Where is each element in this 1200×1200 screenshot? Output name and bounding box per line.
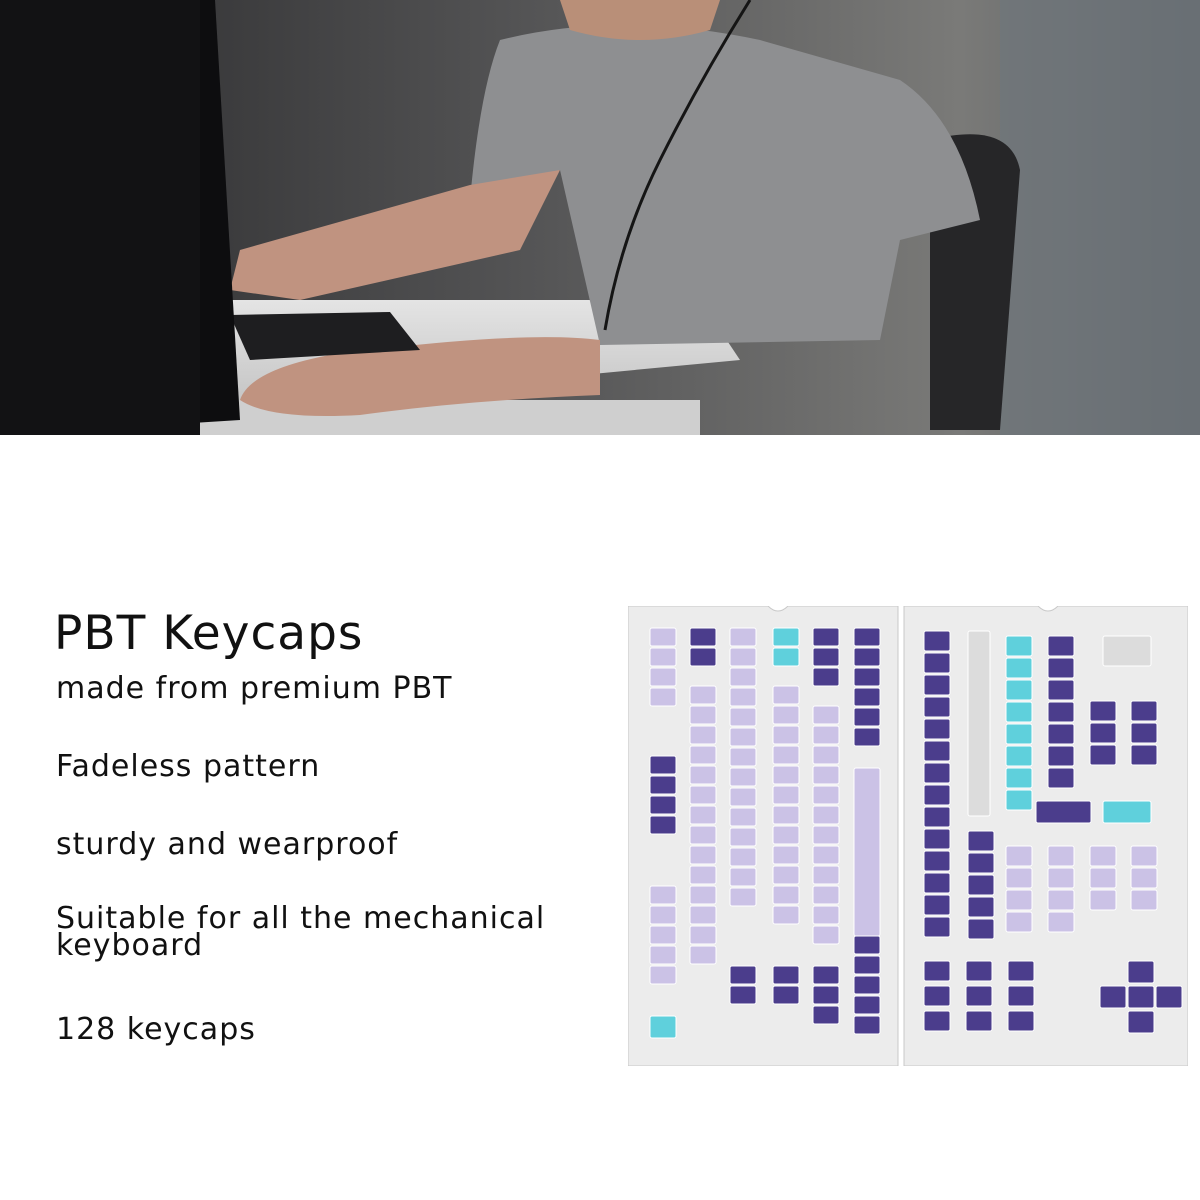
keycap [690, 906, 716, 924]
keycap [730, 668, 756, 686]
feature-compatibility: Suitable for all the mechanical keyboard [56, 901, 546, 963]
keycap [813, 746, 839, 764]
keycap [650, 906, 676, 924]
keycap [1048, 658, 1074, 678]
keycap [650, 776, 676, 794]
keycap [773, 628, 799, 646]
keycap [1100, 986, 1126, 1008]
keycap [813, 926, 839, 944]
keycap [854, 936, 880, 954]
keycap [690, 946, 716, 964]
keycap [650, 926, 676, 944]
keycap [1006, 790, 1032, 810]
keycap [854, 768, 880, 936]
keycap [650, 628, 676, 646]
keycap [1006, 724, 1032, 744]
keycap [924, 895, 950, 915]
keycap [1006, 636, 1032, 656]
keycap [854, 728, 880, 746]
keycap [968, 919, 994, 939]
keycap [690, 926, 716, 944]
keycap [924, 807, 950, 827]
keycap [1131, 745, 1157, 765]
keycap [924, 741, 950, 761]
feature-material: made from premium PBT [56, 671, 453, 706]
feature-fadeless: Fadeless pattern [56, 749, 321, 784]
keycap [730, 648, 756, 666]
keycap [1131, 868, 1157, 888]
keycap [924, 851, 950, 871]
keycap [968, 875, 994, 895]
keycap [813, 726, 839, 744]
keycap [1006, 746, 1032, 766]
keycap [968, 897, 994, 917]
keycap [966, 1011, 992, 1031]
keycap [854, 688, 880, 706]
keycap [1103, 636, 1151, 666]
keycap [813, 906, 839, 924]
keycap [813, 786, 839, 804]
keycap [813, 986, 839, 1004]
keycap [1048, 702, 1074, 722]
keycap [813, 806, 839, 824]
keycap [730, 728, 756, 746]
keycap [730, 788, 756, 806]
keycap [854, 668, 880, 686]
keycap [773, 746, 799, 764]
keycap [773, 826, 799, 844]
keycap [813, 766, 839, 784]
keycap [730, 768, 756, 786]
keycap [813, 846, 839, 864]
keycap [1048, 768, 1074, 788]
keycap [650, 796, 676, 814]
keycap [1006, 768, 1032, 788]
keycap [924, 631, 950, 651]
keycap [968, 853, 994, 873]
keycap [1090, 846, 1116, 866]
keycap [730, 986, 756, 1004]
keycap [813, 886, 839, 904]
keycap [730, 848, 756, 866]
keycap [690, 726, 716, 744]
keycap [813, 628, 839, 646]
keycap [1048, 746, 1074, 766]
feature-count: 128 keycaps [56, 1012, 256, 1047]
keycap [650, 688, 676, 706]
keycap [813, 648, 839, 666]
keycap [773, 866, 799, 884]
keycap [730, 808, 756, 826]
keycap [1131, 723, 1157, 743]
keycap [690, 746, 716, 764]
keycap [813, 706, 839, 724]
keycap [690, 786, 716, 804]
keycap [1090, 890, 1116, 910]
keycap [730, 888, 756, 906]
keycap [1131, 846, 1157, 866]
keycap [773, 906, 799, 924]
keycap [773, 806, 799, 824]
keycap [773, 648, 799, 666]
keycap [1036, 801, 1091, 823]
keycap [813, 966, 839, 984]
keycap [773, 726, 799, 744]
keycap [924, 763, 950, 783]
keycap [924, 873, 950, 893]
keycap [813, 866, 839, 884]
keycap [924, 829, 950, 849]
keycap [813, 1006, 839, 1024]
keycap [1048, 890, 1074, 910]
keycap [730, 708, 756, 726]
keycap [1008, 1011, 1034, 1031]
keycap-set-photo [628, 606, 1188, 1066]
keycap [924, 917, 950, 937]
keycap [773, 706, 799, 724]
keycap [1006, 846, 1032, 866]
keycap [730, 628, 756, 646]
keycap [690, 886, 716, 904]
keycap [730, 868, 756, 886]
keycap [924, 1011, 950, 1031]
keycap [854, 628, 880, 646]
hero-photo [0, 0, 1200, 435]
keycap [650, 1016, 676, 1038]
keycap [690, 846, 716, 864]
keycap [650, 886, 676, 904]
keycap [1006, 912, 1032, 932]
keycap [730, 966, 756, 984]
keycap [924, 719, 950, 739]
keycap [1048, 846, 1074, 866]
keycap [924, 785, 950, 805]
keycap [773, 986, 799, 1004]
keycap [690, 648, 716, 666]
keycap [1090, 745, 1116, 765]
keycap [1008, 986, 1034, 1006]
keycap [1006, 868, 1032, 888]
keycap [924, 675, 950, 695]
keycap [690, 628, 716, 646]
keycap [730, 748, 756, 766]
keycap [966, 961, 992, 981]
keycap [690, 706, 716, 724]
keycap [1006, 702, 1032, 722]
keycap [650, 946, 676, 964]
keycap [1006, 680, 1032, 700]
product-title: PBT Keycaps [54, 606, 364, 661]
keycap [924, 961, 950, 981]
keycap [854, 648, 880, 666]
keycap [1131, 890, 1157, 910]
keycap [650, 966, 676, 984]
keycap [966, 986, 992, 1006]
keycap [924, 653, 950, 673]
keycap [690, 766, 716, 784]
keycap [1090, 723, 1116, 743]
keycap [650, 816, 676, 834]
keycap [968, 831, 994, 851]
keycap [924, 697, 950, 717]
keycap [730, 688, 756, 706]
keycap [1048, 724, 1074, 744]
keycap [813, 668, 839, 686]
keycap [1156, 986, 1182, 1008]
keycap [968, 631, 990, 816]
keycap [854, 956, 880, 974]
keycap [773, 886, 799, 904]
keycap [924, 986, 950, 1006]
keycap [1128, 986, 1154, 1008]
keycap [854, 1016, 880, 1034]
keycap [1103, 801, 1151, 823]
keycap [1090, 701, 1116, 721]
keycap [813, 826, 839, 844]
keycap [773, 846, 799, 864]
feature-durability: sturdy and wearproof [56, 827, 399, 862]
keycap [1048, 680, 1074, 700]
keycap [650, 668, 676, 686]
keycap [690, 806, 716, 824]
keycap [773, 966, 799, 984]
keycap [854, 976, 880, 994]
keycap [1048, 868, 1074, 888]
keycap [690, 686, 716, 704]
keycap [1048, 912, 1074, 932]
keycap [1048, 636, 1074, 656]
keycap [690, 866, 716, 884]
keycap [773, 786, 799, 804]
keycap [1090, 868, 1116, 888]
keycap [1128, 1011, 1154, 1033]
keycap [1008, 961, 1034, 981]
keycap [690, 826, 716, 844]
keycap [1131, 701, 1157, 721]
keycap [773, 686, 799, 704]
keycap [730, 828, 756, 846]
keycap [854, 708, 880, 726]
keycap [650, 756, 676, 774]
keycap [773, 766, 799, 784]
keycap [1006, 890, 1032, 910]
keycap [1006, 658, 1032, 678]
keycap [1128, 961, 1154, 983]
keycap [650, 648, 676, 666]
keycap [854, 996, 880, 1014]
